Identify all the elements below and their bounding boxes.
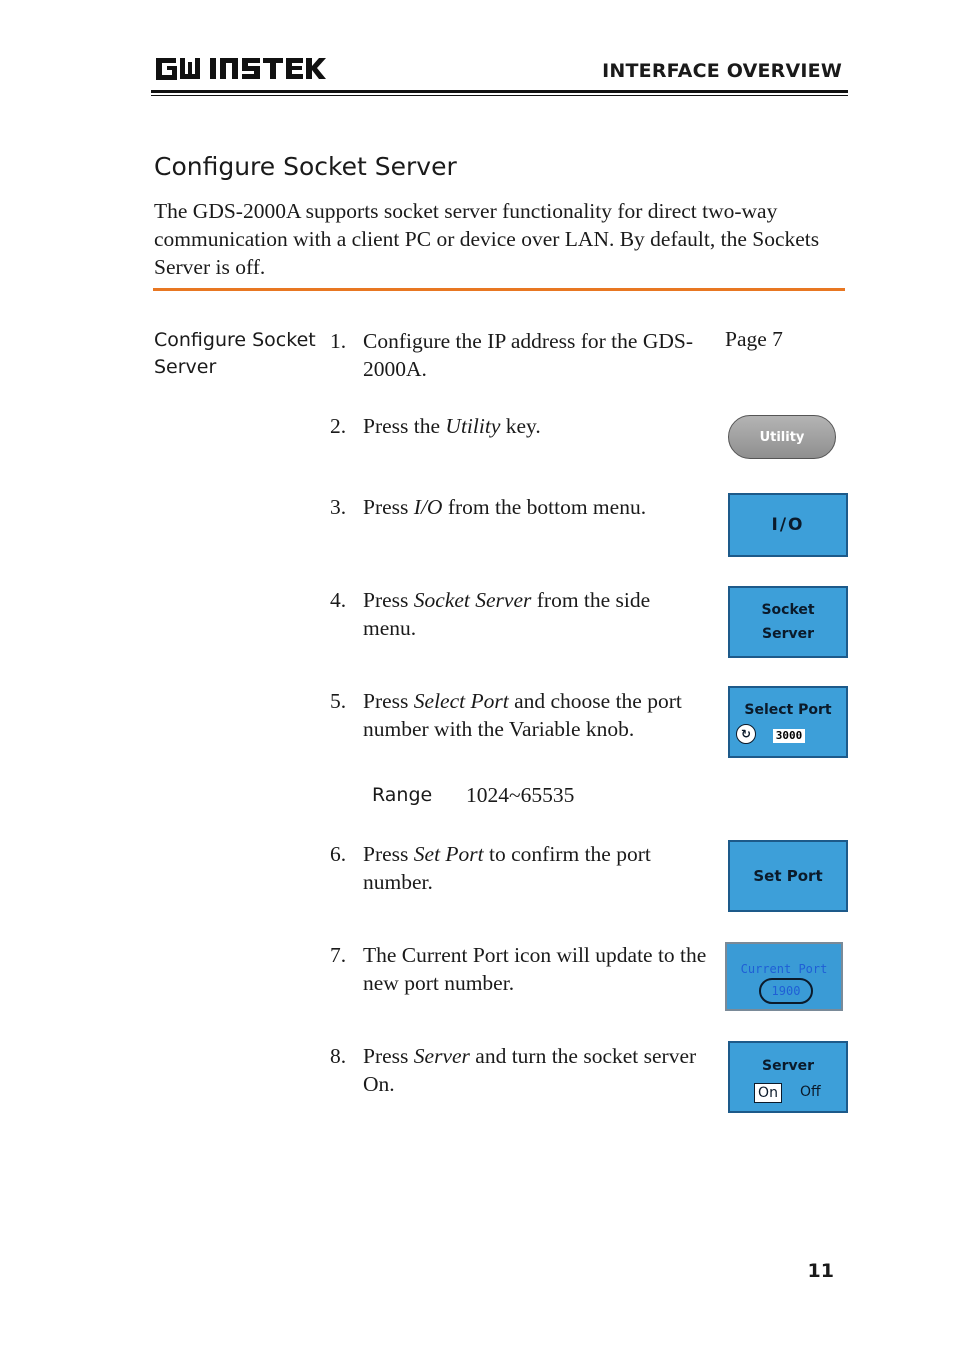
step-text-key: Socket Server <box>413 588 532 612</box>
variable-knob-icon: ↻ <box>736 724 756 744</box>
step-number: 3. <box>330 495 347 519</box>
range-label: Range <box>372 784 433 806</box>
softkey-label: Socket <box>761 602 815 618</box>
gw-instek-logo <box>156 54 326 84</box>
step-number: 1. <box>330 329 347 353</box>
header-rule-thin <box>151 95 848 96</box>
softkey-label: Server <box>761 1058 814 1074</box>
softkey-label: Server <box>761 626 814 642</box>
step-text <box>363 1042 698 1098</box>
step-text-key: Select Port <box>413 689 509 713</box>
step-text-key: Server <box>413 1044 470 1068</box>
step-text-plain: Press <box>363 689 414 713</box>
step-text-plain: The Current Port icon will update to the new port number. <box>363 943 707 995</box>
io-softkey[interactable]: I/O <box>728 493 848 557</box>
step-text-plain: and turn the socket server On. <box>363 1044 697 1096</box>
step-number: 4. <box>330 588 347 612</box>
step-text-plain: Press <box>363 1044 414 1068</box>
step-text-plain: Press <box>363 842 414 866</box>
step-text-plain: and choose the port number with the Variable knob. <box>363 689 682 741</box>
step-text <box>363 327 693 383</box>
step-text <box>363 412 708 440</box>
step-text-key: Set Port <box>413 842 484 866</box>
range-value: 1024~65535 <box>466 783 575 807</box>
step-text-key: Utility <box>445 414 501 438</box>
step-number: 7. <box>330 943 347 967</box>
current-port-value: 1900 <box>759 978 813 1004</box>
section-title: INTERFACE OVERVIEW <box>602 60 842 82</box>
logo-text: GW INSTEK <box>156 54 162 55</box>
current-port-icon <box>725 942 843 1011</box>
step-text <box>363 687 693 743</box>
step-text-plain: from the side menu. <box>363 588 651 640</box>
step-text <box>363 493 708 521</box>
intro-paragraph: The GDS-2000A supports socket server functionality for direct two-way communication with a client PC or device over LAN. By default, the Sockets Server is off. <box>154 199 820 279</box>
side-label: Configure Socket Server <box>154 329 316 378</box>
step-number: 5. <box>330 689 347 713</box>
step-text-plain: Press <box>363 588 414 612</box>
step-text-plain: Press the <box>363 414 446 438</box>
step-text-plain: Press <box>363 495 414 519</box>
utility-key-button[interactable]: Utility <box>728 415 836 459</box>
step-text-plain: to confirm the port number. <box>363 842 651 894</box>
socket-server-softkey[interactable] <box>728 586 848 658</box>
select-port-softkey[interactable] <box>728 686 848 758</box>
step-number: 8. <box>330 1044 347 1068</box>
header-rule <box>151 90 848 93</box>
page-number: 11 <box>807 1260 834 1282</box>
section-divider <box>153 288 845 291</box>
current-port-label: Current Port <box>740 962 828 976</box>
step-text <box>363 586 708 642</box>
step-text-plain: from the bottom menu. <box>442 495 647 519</box>
server-on-option[interactable]: On <box>754 1083 782 1103</box>
step-number: 6. <box>330 842 347 866</box>
softkey-label: Select Port <box>744 702 832 718</box>
step-number: 2. <box>330 414 347 438</box>
set-port-softkey[interactable]: Set Port <box>728 840 848 912</box>
page-heading: Configure Socket Server <box>154 152 457 181</box>
server-off-option[interactable]: Off <box>800 1084 821 1100</box>
step-text-key: I/O <box>413 495 443 519</box>
server-softkey[interactable] <box>728 1041 848 1113</box>
page-reference[interactable]: Page 7 <box>725 327 783 351</box>
step-text-plain: key. <box>500 414 541 438</box>
port-value: 3000 <box>773 729 805 743</box>
step-text-plain: Configure the IP address for the GDS-2000A. <box>363 329 693 381</box>
step-text <box>363 941 713 997</box>
step-text <box>363 840 708 896</box>
